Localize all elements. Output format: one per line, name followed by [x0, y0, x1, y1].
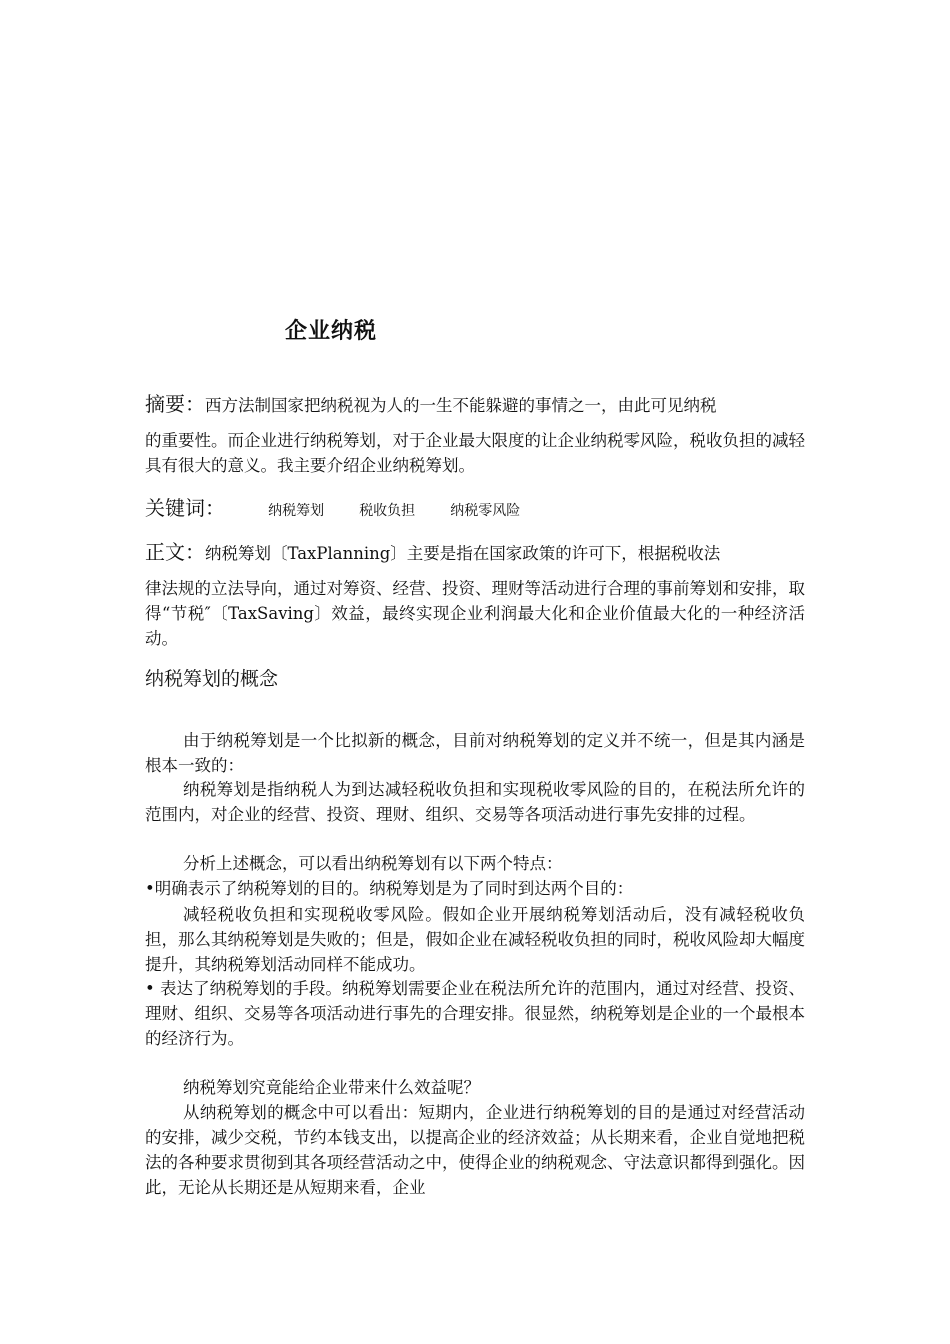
paragraph: 减轻税收负担和实现税收零风险。假如企业开展纳税筹划活动后，没有减轻税收负担，那么其纳税筹划是失败的；但是，假如企业在减轻税收负担的同时，税收风险却大幅度提升，其纳税筹划活动同样不能成功。 [145, 905, 805, 974]
paragraph: 纳税筹划究竟能给企业带来什么效益呢？ [183, 1078, 480, 1097]
bullet-item: •明确表示了纳税筹划的目的。纳税筹划是为了同时到达两个目的： [145, 879, 634, 898]
keywords-row [145, 492, 550, 521]
body-intro-line1: 纳税筹划〔TaxPlanning〕主要是指在国家政策的许可下，根据税收法 [205, 544, 721, 563]
paragraph: 由于纳税筹划是一个比拟新的概念，目前对纳税筹划的定义并不统一，但是其内涵是根本一致的： [145, 731, 805, 775]
paragraph: 纳税筹划是指纳税人为到达减轻税收负担和实现税收零风险的目的，在税法所允许的范围内，对企业的经营、投资、理财、组织、交易等各项活动进行事先安排的过程。 [145, 780, 805, 824]
paragraph: 分析上述概念，可以看出纳税筹划有以下两个特点： [183, 854, 563, 873]
abstract-label: 摘要： [145, 392, 205, 416]
keyword-item: 纳税筹划 [268, 503, 325, 519]
body-label: 正文： [145, 540, 205, 564]
keywords-label: 关键词： [145, 496, 225, 520]
keyword-item: 税收负担 [359, 503, 416, 519]
abstract-first-line [145, 392, 805, 418]
paragraph: 从纳税筹划的概念中可以看出：短期内，企业进行纳税筹划的目的是通过对经营活动的安排，减少交税，节约本钱支出，以提高企业的经济效益；从长期来看，企业自觉地把税法的各种要求贯彻到其各项经营活动之中，使得企业的纳税观念、守法意识都得到强化。因此，无论从长期还是从短期来看，企业 [145, 1103, 805, 1197]
page-title: 企业纳税 [285, 319, 378, 344]
body-intro-first-line [145, 540, 805, 566]
bullet-item: • 表达了纳税筹划的手段。纳税筹划需要企业在税法所允许的范围内，通过对经营、投资、理财、组织、交易等各项活动进行事先的合理安排。很显然，纳税筹划是企业的一个最根本的经济行为。 [145, 979, 805, 1048]
section-heading: 纳税筹划的概念 [145, 668, 279, 690]
body-intro-text: 律法规的立法导向，通过对筹资、经营、投资、理财等活动进行合理的事前筹划和安排，取得“节税″〔TaxSaving〕效益，最终实现企业利润最大化和企业价值最大化的一种经济活动。 [145, 579, 805, 648]
abstract-text-line1: 西方法制国家把纳税视为人的一生不能躲避的事情之一，由此可见纳税 [205, 396, 717, 415]
keyword-item: 纳税零风险 [450, 503, 521, 519]
abstract-text: 的重要性。而企业进行纳税筹划，对于企业最大限度的让企业纳税零风险，税收负担的减轻具有很大的意义。我主要介绍企业纳税筹划。 [145, 431, 805, 475]
